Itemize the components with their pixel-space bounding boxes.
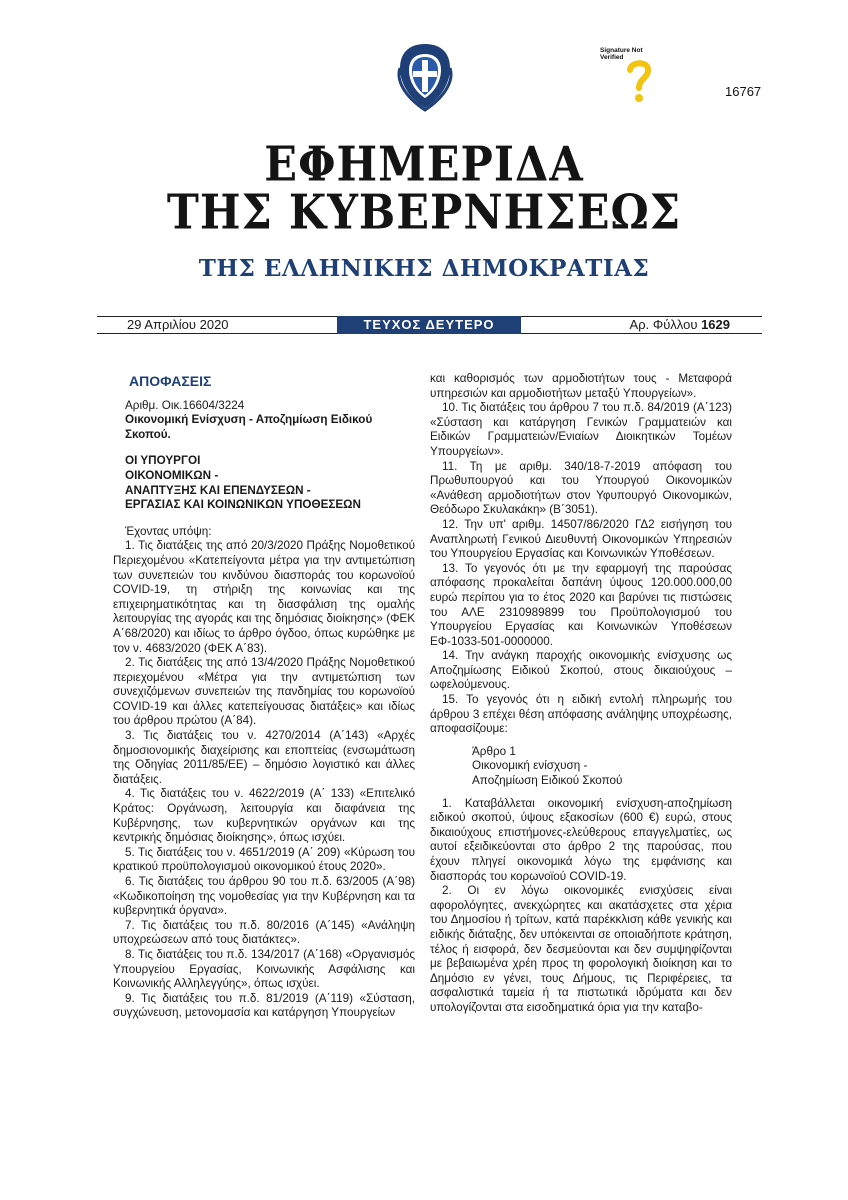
paragraph: 2. Τις διατάξεις της από 13/4/2020 Πράξης Νομοθετικού περιεχομένου «Μέτρα για την αντιμετώπιση των συνεχιζόμενων συνεπειών της πανδημίας του κορωνοϊού COVID-19 και άλλες κατεπείγουσας διατάξεις» και ιδίως του άρθρου πρώτου (Α΄84). <box>113 656 415 728</box>
paragraph: 10. Τις διατάξεις του άρθρου 7 του π.δ. 84/2019 (Α΄123) «Σύσταση και κατάργηση Γενικών Γραμματειών και Ειδικών Γραμματειών/Ενιαίων Διοικητικών Τομέων Υπουργείων». <box>430 401 732 458</box>
intro-text: Έχοντας υπόψη: <box>125 524 212 538</box>
article-heading <box>472 745 732 789</box>
ministers-line: ΟΙΚΟΝΟΜΙΚΩΝ - <box>125 468 219 482</box>
paragraph: 4. Τις διατάξεις του ν. 4622/2019 (Α΄ 133) «Επιτελικό Κράτος: Οργάνωση, λειτουργία και διαφάνεια της Κυβέρνησης, των κυβερνητικών οργάνων και της κεντρικής δημόσιας διοίκησης», όπως ισχύει. <box>113 787 415 845</box>
decision-number: Αριθμ. Οικ.16604/3224 <box>125 398 245 412</box>
sheet-value: 1629 <box>701 317 730 332</box>
sheet-label: Αρ. Φύλλου <box>629 317 698 332</box>
ministers-line: ΑΝΑΠΤΥΞΗΣ ΚΑΙ ΕΠΕΝΔΥΣΕΩΝ - <box>125 483 311 497</box>
paragraph: 6. Τις διατάξεις του άρθρου 90 του π.δ. 63/2005 (Α΄98) «Κωδικοποίηση της νομοθεσίας για την Κυβέρνηση και τα κυβερνητικά όργανα». <box>113 875 415 918</box>
issue-bar <box>97 316 762 334</box>
decision-title: Οικονομική Ενίσχυση - Αποζημίωση Ειδικού Σκοπού. <box>125 413 373 441</box>
ministers-line: ΟΙ ΥΠΟΥΡΓΟΙ <box>125 454 201 468</box>
paragraph: 3. Τις διατάξεις του ν. 4270/2014 (Α΄143) «Αρχές δημοσιονομικής διαχείρισης και εποπτείας (ενσωμάτωση της Οδηγίας 2011/85/ΕΕ) – δημόσιο λογιστικό και άλλες διατάξεις. <box>113 729 415 786</box>
gazette-title-line2: ΤΗΣ ΚΥΒΕΡΝΗΣΕΩΣ <box>166 185 682 241</box>
left-column <box>113 374 415 1021</box>
paragraph: 7. Τις διατάξεις του π.δ. 80/2016 (Α΄145) «Ανάληψη υποχρεώσεων από τους διατάκτες». <box>113 918 415 947</box>
greek-coat-of-arms-icon <box>392 40 458 112</box>
section-heading: ΑΠΟΦΑΣΕΙΣ <box>129 373 212 389</box>
page-number: 16767 <box>725 84 762 99</box>
signature-status: Signature Not Verified <box>600 47 643 61</box>
sheet-number <box>630 317 730 333</box>
paragraph: 13. Το γεγονός ότι με την εφαρμογή της παρούσας απόφασης προκαλείται δαπάνη ύψους 120.000.000,00 ευρώ περίπου για το έτος 2020 και βαρύνει τις πιστώσεις του ΑΛΕ 2310989899 του Προϋπολογισμού του Υπουργείου Εργασίας και Κοινωνικών Υποθέσεων ΕΦ-1033-501-0000000. <box>430 561 732 648</box>
gazette-title-line1: ΕΦΗΜΕΡΙΔΑ <box>264 137 584 193</box>
paragraph: 5. Τις διατάξεις του ν. 4651/2019 (Α΄ 209) «Κύρωση του κρατικού προϋπολογισμού οικονομικού έτους 2020». <box>113 845 415 874</box>
right-column <box>430 372 732 1016</box>
article-heading-line: Άρθρο 1 <box>472 744 516 758</box>
article-heading-line: Αποζημίωση Ειδικού Σκοπού <box>472 774 623 788</box>
ministers-block <box>125 454 415 512</box>
paragraph: 1. Καταβάλλεται οικονομική ενίσχυση-αποζημίωση ειδικού σκοπού, ύψους εξακοσίων (600 €) ευρώ, στους δικαιούχους επιστήμονες-ελεύθερους επαγγελματίες, ως αυτοί εξειδικεύονται στο άρθρο 2 της παρούσας, που έχουν πληγεί οικονομικά λόγω της εμφάνισης και διασποράς του κορωνοϊού COVID-19. <box>430 796 732 883</box>
paragraph: 2. Οι εν λόγω οικονομικές ενισχύσεις είναι αφορολόγητες, ανεκχώρητες και ακατάσχετες στα χέρια του Δημοσίου ή τρίτων, κατά παρέκκλιση κάθε γενικής και ειδικής διάταξης, δεν υπόκεινται σε οποιαδήποτε κράτηση, τέλος ή εισφορά, δεν δεσμεύονται και δεν συμψηφίζονται με βεβαιωμένα χρέη προς τη φορολογική διοίκηση και το Δημόσιο εν γένει, τους Δήμους, τις Περιφέρειες, τα ασφαλιστικά ταμεία ή τα πιστωτικά ιδρύματα και δεν υπολογίζονται στα εισοδηματικά όρια για την καταβο- <box>430 884 732 1014</box>
issue-date: 29 Απριλίου 2020 <box>127 317 229 332</box>
paragraph: 9. Τις διατάξεις του π.δ. 81/2019 (Α΄119) «Σύσταση, συγχώνευση, μετονομασία και κατάργηση Υπουργείων <box>113 991 415 1020</box>
paragraph: 14. Την ανάγκη παροχής οικονομικής ενίσχυσης ως Αποζημίωσης Ειδικού Σκοπού, στους δικαιούχους – ωφελούμενους. <box>430 649 732 692</box>
question-mark-icon <box>624 58 654 104</box>
ministers-line: ΕΡΓΑΣΙΑΣ ΚΑΙ ΚΟΙΝΩΝΙΚΩΝ ΥΠΟΘΕΣΕΩΝ <box>125 498 361 512</box>
paragraph: 1. Τις διατάξεις της από 20/3/2020 Πράξης Νομοθετικού Περιεχομένου «Κατεπείγοντα μέτρα για την αντιμετώπιση των συνεπειών του κινδύνου διασποράς του κορωνοϊού COVID-19, τη στήριξη της κοινωνίας και της επιχειρηματικότητας και τη διασφάλιση της ομαλής λειτουργίας της αγοράς και της δημόσιας διοίκησης» (ΦΕΚ Α΄68/2020) και ιδίως το άρθρο όγδοο, όπως κυρώθηκε με τον ν. 4683/2020 (ΦΕΚ Α΄83). <box>113 539 415 655</box>
paragraph: 8. Τις διατάξεις του π.δ. 134/2017 (Α΄168) «Οργανισμός Υπουργείου Εργασίας, Κοινωνικής Ασφάλισης και Κοινωνικής Αλληλεγγύης», όπως ισχύει. <box>113 947 415 991</box>
paragraph: 12. Την υπ' αριθμ. 14507/86/2020 ΓΔ2 εισήγηση του Αναπληρωτή Γενικού Διευθυντή Οικονομικών Υπηρεσιών του Υπουργείου Εργασίας και Κοινωνικών Υποθέσεων. <box>430 517 732 561</box>
issue-series: ΤΕΥΧΟΣ ΔΕΥΤΕΡΟ <box>337 316 521 334</box>
paragraph: 11. Τη με αριθμ. 340/18-7-2019 απόφαση του Πρωθυπουργού και του Υπουργού Οικονομικών «Ανάθεση αρμοδιοτήτων στον Υφυπουργό Οικονομικών, Θεόδωρο Σκυλακάκη» (Β΄3051). <box>430 459 732 517</box>
article-heading-line: Οικονομική ενίσχυση - <box>472 759 588 773</box>
paragraph: 15. Το γεγονός ότι η ειδική εντολή πληρωμής του άρθρου 3 επέχει θέση απόφασης ανάληψης υποχρέωσης, αποφασίζουμε: <box>430 693 732 736</box>
digital-signature-stamp <box>600 48 654 118</box>
paragraph-continuation: και καθορισμός των αρμοδιοτήτων τους - Μεταφορά υπηρεσιών και αρμοδιοτήτων μεταξύ Υπουργείων». <box>430 372 732 400</box>
gazette-subtitle: ΤΗΣ ΕΛΛΗΝΙΚΗΣ ΔΗΜΟΚΡΑΤΙΑΣ <box>198 255 650 282</box>
